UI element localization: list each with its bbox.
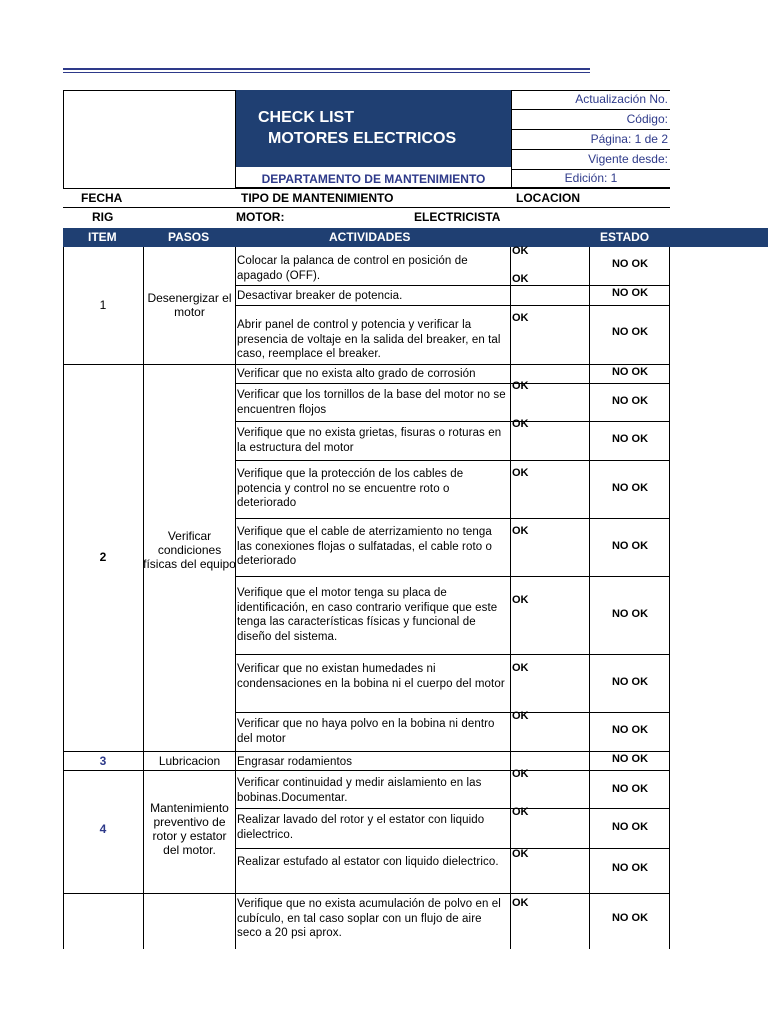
meta-pagina: Página: 1 de 2 [511,130,670,150]
no-ok-option[interactable]: NO OK [611,753,649,765]
activity-text: Realizar estufado al estator con liquido dielectrico. [237,856,499,868]
no-ok-option[interactable]: NO OK [611,433,649,445]
row-rule [235,848,670,849]
no-ok-option[interactable]: NO OK [611,862,649,874]
no-ok-option[interactable]: NO OK [611,540,649,552]
no-ok-option[interactable]: NO OK [611,395,649,407]
col-estado: ESTADO [600,230,650,244]
item-number: 4 [99,822,107,836]
ok-option[interactable]: OK [512,525,529,537]
activity-text: Verifique que no exista acumulación de polvo en el cubículo, en tal caso soplar con un flujo de aire seco a 20 psi aprox. [237,898,501,939]
ok-option[interactable]: OK [512,312,529,324]
row-rule [235,654,670,655]
ok-option[interactable]: OK [512,467,529,479]
ok-option[interactable]: OK [512,897,529,909]
ok-option[interactable]: OK [512,418,529,430]
col-pasos: PASOS [168,230,210,244]
grid-line [510,247,511,949]
activity-text: Desactivar breaker de potencia. [237,290,403,302]
row-rule [235,712,670,713]
ok-option[interactable]: OK [512,710,529,722]
no-ok-option[interactable]: NO OK [611,326,649,338]
row-rule [235,421,670,422]
activity-text: Verificar que los tornillos de la base del motor no se encuentren flojos [237,389,506,416]
activity-text: Verificar continuidad y medir aislamiento en las bobinas.Documentar. [237,777,482,804]
top-rule [63,68,590,70]
row-rule [235,518,670,519]
row-rule [235,305,670,306]
activity-text: Realizar lavado del rotor y el estator con liquido dielectrico. [237,814,485,841]
activity-text: Verifique que el cable de aterrizamiento no tenga las conexiones flojas o sulfatadas, el cable roto o deteriorado [237,526,493,567]
fecha-label: FECHA [81,191,123,205]
paso-label: Desenergizar el motor [147,291,232,319]
no-ok-option[interactable]: NO OK [611,724,649,736]
meta-actualizacion: Actualización No. [511,90,670,110]
meta-vigente: Vigente desde: [511,150,670,170]
ok-option[interactable]: OK [512,848,529,860]
no-ok-option[interactable]: NO OK [611,287,649,299]
col-actividades: ACTIVIDADES [329,230,411,244]
no-ok-option[interactable]: NO OK [611,482,649,494]
title-line1: CHECK LIST [258,109,354,126]
no-ok-option[interactable]: NO OK [611,258,649,270]
activity-text: Verifique que no exista grietas, fisuras o roturas en la estructura del motor [237,427,502,454]
ok-option[interactable]: OK [512,380,529,392]
field-rule [63,188,670,189]
activity-text: Abrir panel de control y potencia y verificar la presencia de voltaje en la salida del breaker, en tal caso, reemplace el breaker. [237,319,501,360]
grid-line [589,247,590,949]
group-rule [63,364,670,365]
row-rule [235,576,670,577]
top-rule-thin [63,72,590,73]
activity-text: Engrasar rodamientos [237,756,353,768]
group-rule [63,751,670,752]
paso-label: Verificar condiciones físicas del equipo [143,529,236,571]
item-number: 2 [99,550,107,564]
group-rule [63,770,670,771]
activity-text: Colocar la palanca de control en posición de apagado (OFF). [237,255,468,282]
locacion-label: LOCACION [516,191,580,205]
title-line2: MOTORES ELECTRICOS [268,130,457,147]
activity-text: Verifique que la protección de los cables de potencia y control no se encuentre roto o deteriorado [237,468,464,509]
grid-line [63,247,64,949]
activity-text: Verificar que no existan humedades ni condensaciones en la bobina ni el cuerpo del motor [237,663,505,690]
row-rule [235,460,670,461]
item-number: 3 [99,754,107,768]
ok-option[interactable]: OK [512,245,529,257]
grid-line [669,247,670,949]
paso-label: Lubricacion [158,754,221,768]
no-ok-option[interactable]: NO OK [611,783,649,795]
row-rule [235,383,670,384]
row-rule [235,285,670,286]
rig-label: RIG [92,210,114,224]
ok-option[interactable]: OK [512,768,529,780]
motor-label: MOTOR: [236,210,285,224]
row-rule [235,808,670,809]
ok-option[interactable]: OK [512,273,529,285]
department-label: DEPARTAMENTO DE MANTENIMIENTO [236,168,511,188]
no-ok-option[interactable]: NO OK [611,821,649,833]
activity-text: Verifique que el motor tenga su placa de identificación, en caso contrario verifique que este tenga las características físicas y funcional de diseño del sistema. [237,587,498,643]
column-header [63,228,768,247]
no-ok-option[interactable]: NO OK [611,366,649,378]
activity-text: Verificar que no exista alto grado de corrosión [237,368,476,380]
col-item: ITEM [88,230,117,244]
no-ok-option[interactable]: NO OK [611,676,649,688]
meta-edicion: Edición: 1 [511,170,670,188]
meta-codigo: Código: [511,110,670,130]
ok-option[interactable]: OK [512,806,529,818]
ok-option[interactable]: OK [512,662,529,674]
group-rule [63,893,670,894]
no-ok-option[interactable]: NO OK [611,608,649,620]
electricista-label: ELECTRICISTA [414,210,501,224]
tipo-label: TIPO DE MANTENIMIENTO [241,191,394,205]
activity-text: Verificar que no haya polvo en la bobina ni dentro del motor [237,718,495,745]
paso-label: Mantenimiento preventivo de rotor y estator del motor. [150,801,229,857]
field-rule [63,207,670,208]
ok-option[interactable]: OK [512,594,529,606]
title-block [236,90,511,167]
item-number: 1 [99,298,107,312]
no-ok-option[interactable]: NO OK [611,912,649,924]
